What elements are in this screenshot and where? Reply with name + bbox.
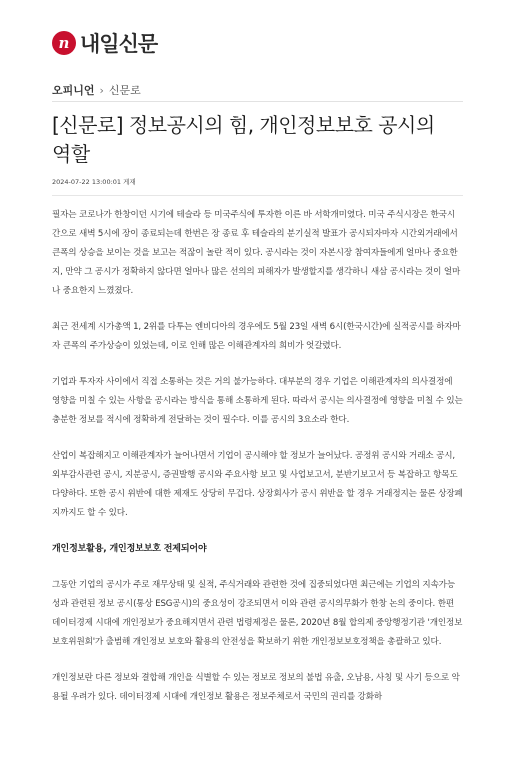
paragraph: 기업과 투자자 사이에서 직접 소통하는 것은 거의 불가능하다. 대부분의 경우 기업은 이해관계자의 의사결정에 영향을 미칠 수 있는 사항을 공시라는 방식을 통해 소통하게 된다. 따라서 공시는 의사결정에 영향을 미칠 수 있는 충분한 정보를 적시에 정확하게 전달하는 것이 필수다. 이를 공시의 3요소라 한다. [52, 377, 463, 425]
divider [52, 101, 463, 102]
paragraph: 개인정보란 다른 정보와 결합해 개인을 식별할 수 있는 정보로 정보의 불법 유출, 오남용, 사칭 및 사기 등으로 악용될 우려가 있다. 데이터경제 시대에 개인정보 활용은 정보주체로서 국민의 권리를 강화하 [52, 673, 460, 702]
breadcrumb [52, 82, 141, 98]
chevron-right-icon: › [99, 83, 104, 97]
paragraph: 필자는 코로나가 한창이던 시기에 테슬라 등 미국주식에 투자한 이른 바 서학개미였다. 미국 주식시장은 한국시간으로 새벽 5시에 장이 종료되는데 한번은 장 종료 후 테슬라의 분기실적 발표가 공시되자마자 시간외거래에서 큰폭의 상승을 보이는 것을 보고는 적잖이 놀란 적이 있다. 공시라는 것이 자본시장 참여자들에게 얼마나 중요한지, 만약 그 공시가 정확하지 않다면 얼마나 많은 선의의 피해자가 발생할지를 생각하니 새삼 공시라는 것이 얼마나 중요한지 느꼈졌다. [52, 210, 461, 296]
paragraph: 그동안 기업의 공시가 주로 재무상태 및 실적, 주식거래와 관련한 것에 집중되었다면 최근에는 기업의 지속가능성과 관련된 정보 공시(통상 ESG공시)의 중요성이 강조되면서 이와 관련 공시의무화가 한창 논의 중이다. 한편 데이터경제 시대에 개인정보가 중요해지면서 관련 법령제정은 물론, 2020년 8월 합의제 중앙행정기관 '개인정보보호위원회'가 출범해 개인정보 보호와 활용의 안전성을 확보하기 위한 개인정보보호정책을 총괄하고 있다. [52, 580, 463, 647]
article-title: [신문로] 정보공시의 힘, 개인정보보호 공시의 역할 [52, 113, 435, 166]
article-dateline: 2024-07-22 13:00:01 게재 [52, 178, 136, 186]
article-subheading: 개인정보활용, 개인정보보호 전제되어야 [52, 544, 207, 554]
article-body [52, 206, 463, 724]
breadcrumb-section-link[interactable]: 오피니언 [52, 84, 95, 97]
site-header [0, 0, 515, 80]
logo-text: 내일신문 [80, 32, 158, 56]
site-logo[interactable] [52, 28, 157, 58]
breadcrumb-current-link[interactable]: 신문로 [108, 84, 141, 97]
paragraph: 최근 전세계 시가총액 1, 2위를 다투는 엔비디아의 경우에도 5월 23일 새벽 6시(한국시간)에 실적공시를 하자마자 큰폭의 주가상승이 있었는데, 이로 인해 많은 이해관계자의 희비가 엇갈렸다. [52, 322, 461, 351]
paragraph: 산업이 복잡해지고 이해관계자가 늘어나면서 기업이 공시해야 할 정보가 늘어났다. 공정위 공시와 거래소 공시, 외부감사관련 공시, 지분공시, 증권발행 공시와 주요사항 보고 및 사업보고서, 분반기보고서 등 복잡하고 항목도 다양하다. 또한 공시 위반에 대한 제재도 상당히 무겁다. 상장회사가 공시 위반을 할 경우 거래정지는 물론 상장폐지까지도 할 수 있다. [52, 451, 463, 518]
divider [52, 195, 463, 196]
logo-mark-icon: n [52, 31, 76, 55]
